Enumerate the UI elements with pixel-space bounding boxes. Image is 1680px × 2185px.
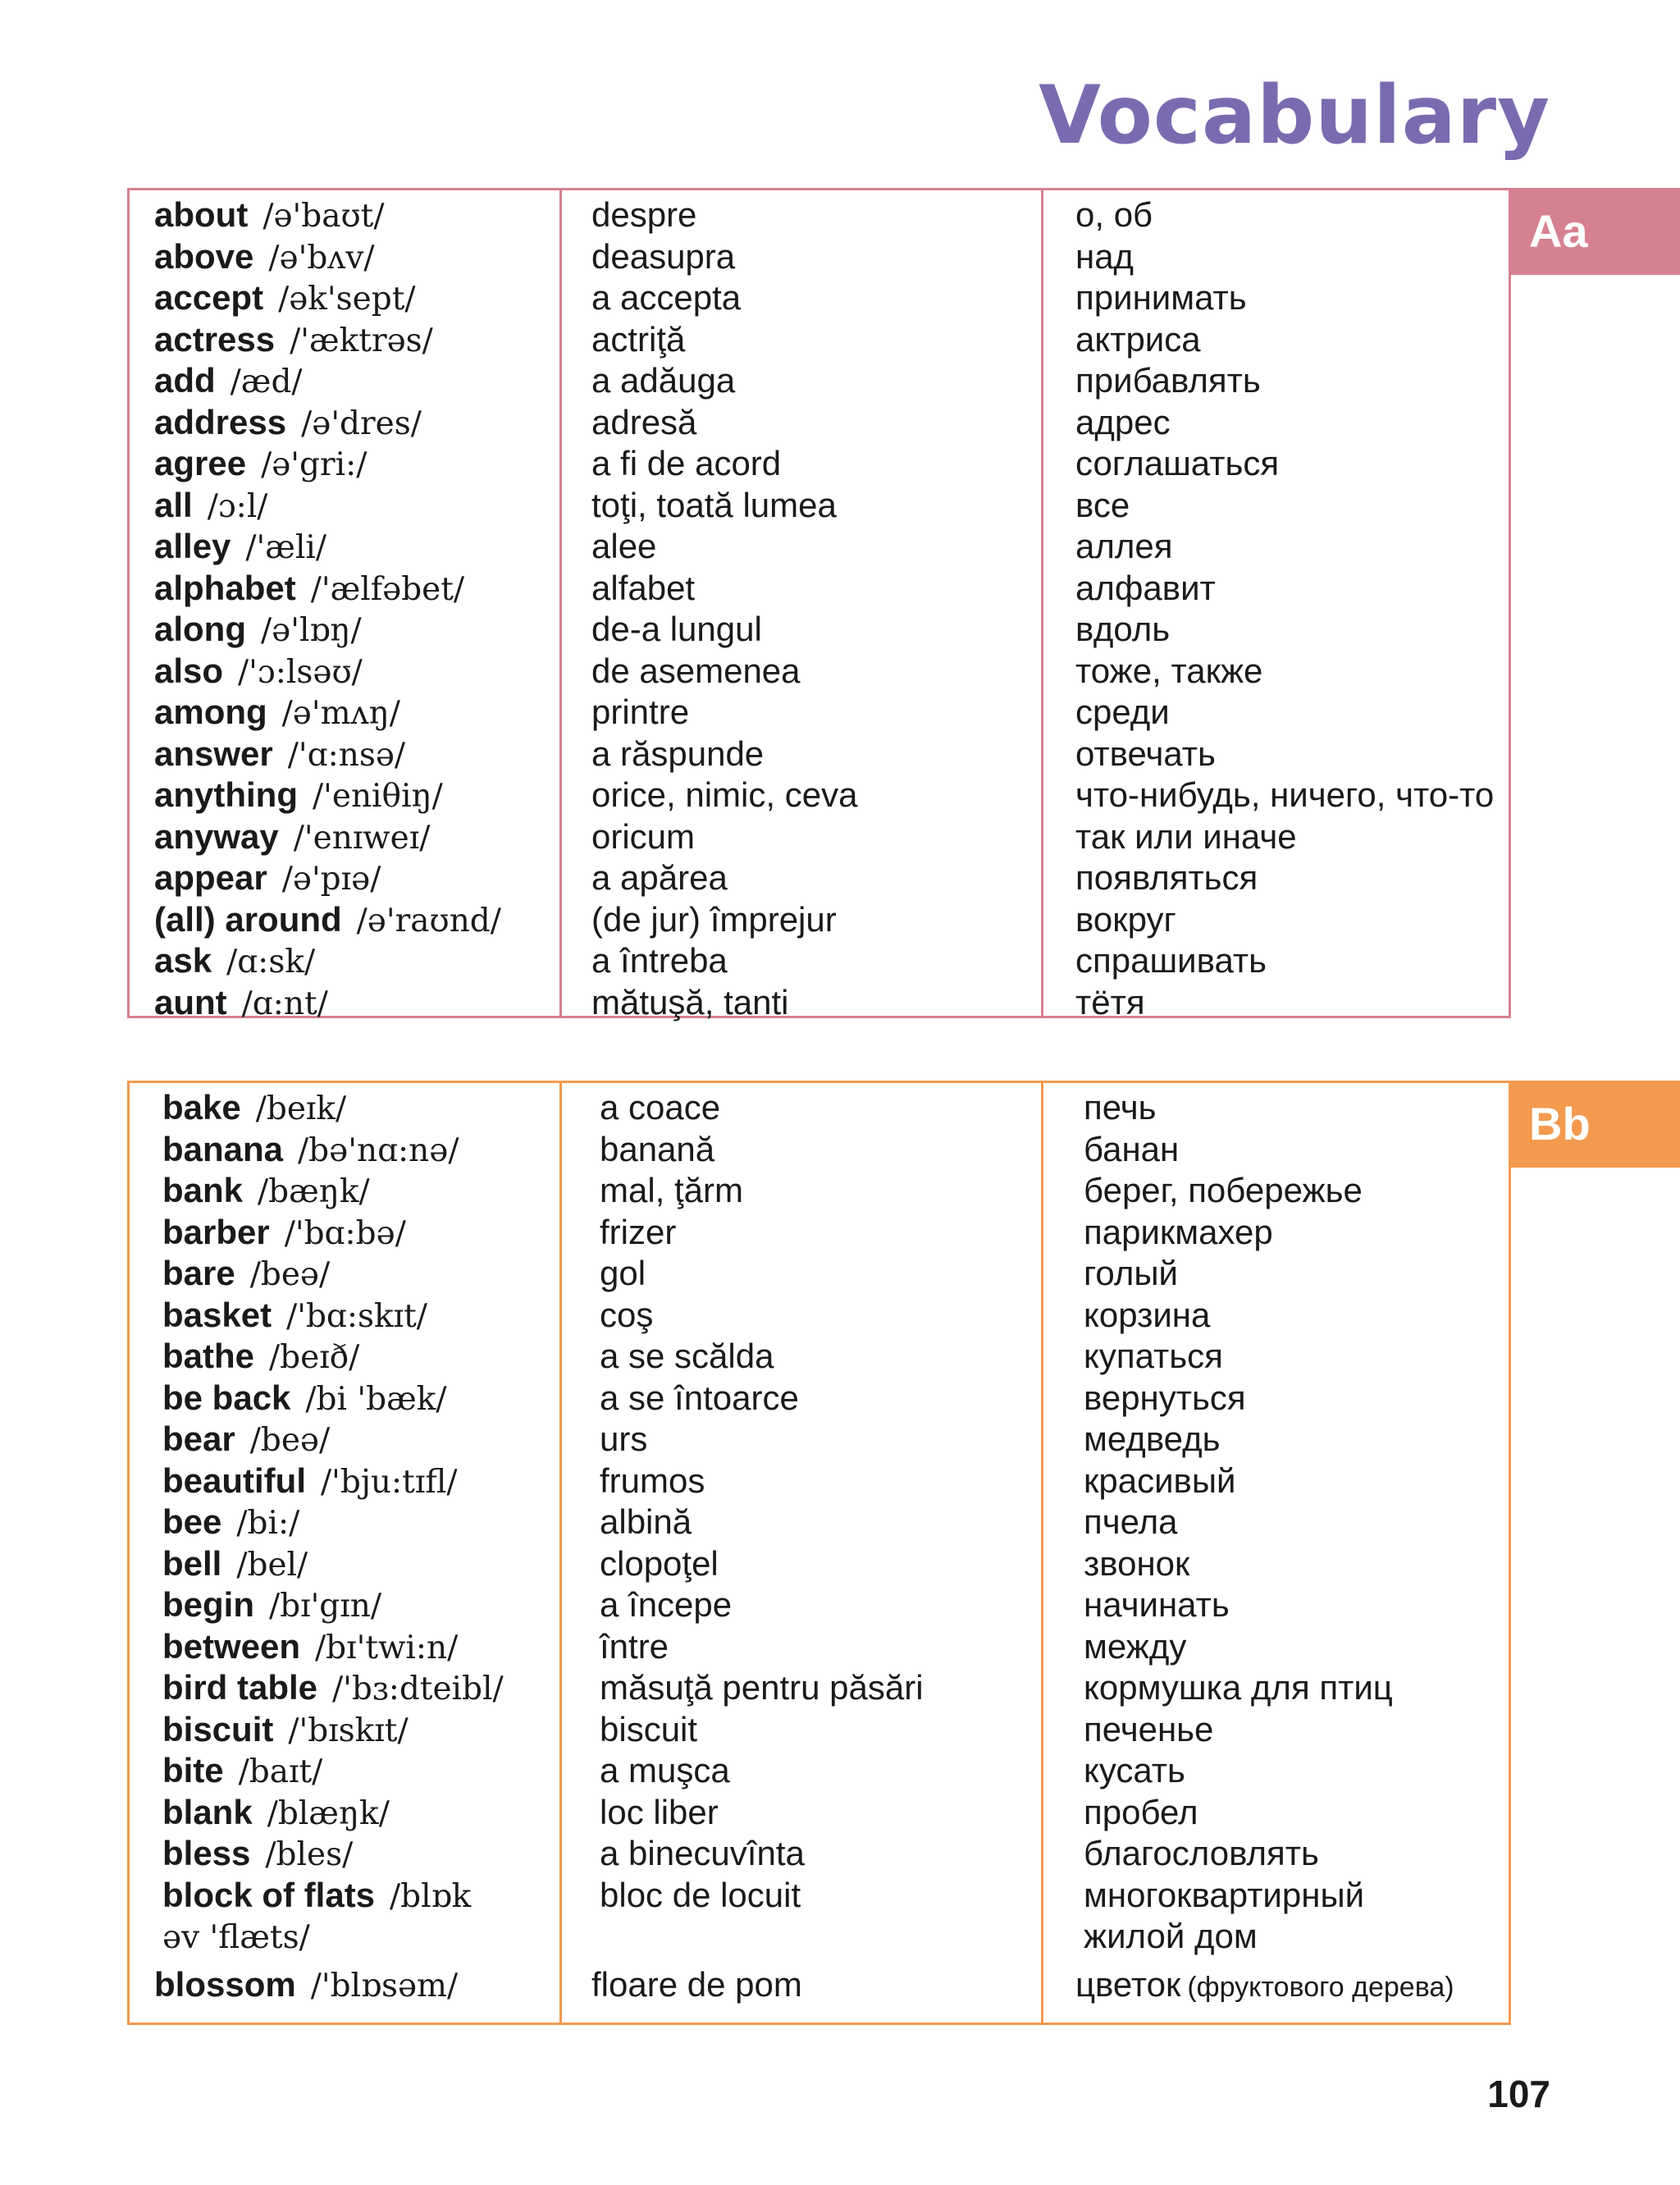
romanian-translation: a răspunde bbox=[591, 734, 765, 773]
phonetic-transcription: /ə'bʌv/ bbox=[268, 239, 375, 277]
romanian-translation: frizer bbox=[600, 1212, 677, 1251]
romanian-translation: mătuşă, tanti bbox=[591, 982, 789, 1022]
russian-cell bbox=[1084, 1335, 1223, 1377]
russian-cell bbox=[1075, 401, 1171, 443]
phonetic-transcription: /ə'pɪə/ bbox=[281, 861, 381, 898]
vocab-row bbox=[130, 691, 1509, 733]
vocab-row bbox=[130, 1252, 1509, 1294]
russian-cell bbox=[1084, 1294, 1210, 1336]
romanian-translation: toţi, toată lumea bbox=[591, 485, 837, 524]
russian-translation: звонок bbox=[1084, 1543, 1190, 1583]
english-cell bbox=[162, 1543, 308, 1586]
vocab-row bbox=[130, 1418, 1509, 1460]
english-word: along bbox=[154, 610, 246, 648]
romanian-translation: actriţă bbox=[591, 319, 686, 359]
russian-cell bbox=[1075, 567, 1216, 609]
phonetic-transcription: /ə'raʊnd/ bbox=[356, 902, 501, 939]
phonetic-transcription: /'enɪweɪ/ bbox=[293, 819, 431, 857]
english-word: actress bbox=[154, 319, 276, 359]
english-word: anyway bbox=[154, 816, 279, 856]
russian-translation: тоже, также bbox=[1075, 651, 1263, 690]
russian-translation: отвечать bbox=[1075, 734, 1216, 773]
english-cell bbox=[154, 318, 433, 362]
phonetic-transcription: /æd/ bbox=[230, 363, 303, 400]
english-word: bear bbox=[162, 1419, 235, 1458]
vocab-row bbox=[130, 318, 1509, 360]
english-cell bbox=[154, 401, 422, 445]
romanian-translation: floare de pom bbox=[591, 1964, 802, 2004]
russian-translation: появляться bbox=[1075, 858, 1258, 897]
english-word: bathe bbox=[162, 1337, 255, 1375]
english-word: be back bbox=[162, 1378, 291, 1417]
russian-cell bbox=[1084, 1501, 1177, 1543]
english-word: between bbox=[162, 1626, 301, 1666]
russian-translation: так или иначе bbox=[1075, 816, 1297, 856]
russian-translation: корзина bbox=[1084, 1295, 1211, 1334]
romanian-translation: măsuţă pentru păsări bbox=[600, 1668, 924, 1707]
phonetic-transcription: /ɑ:nt/ bbox=[241, 985, 328, 1022]
russian-translation: все bbox=[1075, 485, 1130, 524]
page-number: 107 bbox=[1487, 2073, 1550, 2115]
russian-cell bbox=[1075, 816, 1297, 857]
russian-translation: спрашивать bbox=[1075, 941, 1267, 980]
russian-translation: о, об bbox=[1075, 195, 1153, 234]
russian-cell bbox=[1075, 981, 1145, 1023]
russian-cell bbox=[1075, 691, 1170, 733]
romanian-translation: frumos bbox=[600, 1460, 705, 1500]
phonetic-transcription: /bi:/ bbox=[236, 1505, 300, 1542]
english-word: biscuit bbox=[162, 1709, 274, 1748]
vocab-row bbox=[130, 857, 1509, 898]
romanian-translation: a binecuvînta bbox=[600, 1834, 805, 1872]
russian-translation: купаться bbox=[1084, 1337, 1223, 1375]
english-word: bee bbox=[162, 1502, 222, 1541]
vocab-row bbox=[130, 1294, 1509, 1336]
english-word: bite bbox=[162, 1751, 224, 1790]
romanian-translation: a adăuga bbox=[591, 361, 736, 400]
phonetic-transcription: /beə/ bbox=[249, 1256, 331, 1293]
russian-cell bbox=[1075, 277, 1247, 318]
romanian-translation: biscuit bbox=[600, 1709, 698, 1748]
romanian-translation: printre bbox=[591, 693, 690, 731]
russian-cell bbox=[1084, 1418, 1220, 1460]
vocab-row bbox=[130, 567, 1509, 609]
russian-translation: кусать bbox=[1084, 1751, 1185, 1790]
english-word: block of flats bbox=[162, 1875, 376, 1914]
romanian-translation: albină bbox=[600, 1502, 692, 1541]
english-cell bbox=[162, 1418, 330, 1461]
english-cell bbox=[162, 1169, 370, 1213]
russian-cell bbox=[1075, 359, 1261, 401]
vocab-row bbox=[130, 608, 1509, 650]
english-word: blossom bbox=[154, 1964, 296, 2004]
vocab-row bbox=[130, 1128, 1509, 1170]
english-cell bbox=[162, 1252, 330, 1296]
vocab-row bbox=[130, 1377, 1509, 1419]
vocab-row bbox=[130, 1874, 1509, 1916]
vocab-row bbox=[130, 235, 1509, 277]
english-word: begin bbox=[162, 1585, 254, 1624]
english-cell bbox=[154, 650, 363, 693]
romanian-translation: bloc de locuit bbox=[600, 1875, 801, 1914]
romanian-translation: alee bbox=[591, 527, 657, 565]
russian-cell bbox=[1084, 1708, 1213, 1750]
english-word: aunt bbox=[154, 982, 227, 1022]
english-cell bbox=[162, 1128, 459, 1172]
english-cell bbox=[154, 484, 267, 528]
russian-cell bbox=[1075, 650, 1262, 692]
vocab-row bbox=[130, 442, 1509, 484]
english-word: also bbox=[154, 651, 224, 690]
vocab-row bbox=[130, 1543, 1509, 1584]
english-cell bbox=[154, 567, 464, 610]
english-cell bbox=[154, 1963, 458, 2007]
russian-translation: парикмахер bbox=[1084, 1212, 1273, 1251]
english-cell bbox=[154, 816, 430, 859]
english-cell bbox=[162, 1335, 359, 1378]
english-word: anything bbox=[154, 775, 298, 814]
english-word: alphabet bbox=[154, 568, 296, 607]
vocab-row bbox=[130, 525, 1509, 567]
russian-cell bbox=[1075, 857, 1258, 898]
romanian-translation: a se scălda bbox=[600, 1337, 774, 1375]
vocab-row bbox=[130, 816, 1509, 857]
vocab-row bbox=[130, 194, 1509, 235]
english-word: barber bbox=[162, 1212, 270, 1251]
english-cell bbox=[154, 857, 381, 900]
phonetic-transcription: /'ælfəbet/ bbox=[310, 570, 465, 608]
russian-translation: среди bbox=[1075, 693, 1170, 731]
russian-cell bbox=[1084, 1832, 1319, 1874]
phonetic-transcription: /ə'baʊt/ bbox=[262, 198, 385, 235]
english-word: above bbox=[154, 236, 254, 276]
vocab-row bbox=[130, 1791, 1509, 1833]
phonetic-transcription: /ɑ:sk/ bbox=[226, 944, 316, 981]
vocab-row bbox=[130, 484, 1509, 526]
russian-translation: голый bbox=[1084, 1254, 1178, 1292]
english-word: about bbox=[154, 195, 249, 234]
romanian-translation: a apărea bbox=[591, 858, 728, 897]
romanian-translation: orice, nimic, ceva bbox=[591, 775, 858, 814]
romanian-translation: loc liber bbox=[600, 1792, 719, 1831]
russian-cell bbox=[1084, 1211, 1273, 1253]
english-word: answer bbox=[154, 734, 273, 773]
english-cell bbox=[154, 608, 362, 651]
romanian-translation: despre bbox=[591, 195, 697, 234]
romanian-translation: clopoţel bbox=[600, 1543, 719, 1583]
russian-translation: вернуться bbox=[1084, 1378, 1246, 1417]
english-cell bbox=[154, 359, 303, 403]
russian-cell bbox=[1075, 318, 1201, 360]
russian-translation: банан bbox=[1084, 1129, 1180, 1168]
english-cell bbox=[154, 525, 326, 569]
english-word: beautiful bbox=[162, 1460, 306, 1500]
english-cell bbox=[162, 1874, 471, 1918]
russian-cell bbox=[1084, 1169, 1363, 1211]
phonetic-transcription: /blɒk bbox=[390, 1877, 472, 1915]
english-cell bbox=[154, 939, 315, 983]
english-cell bbox=[162, 1211, 406, 1255]
phonetic-transcription: /'æli/ bbox=[245, 529, 327, 566]
russian-cell bbox=[1084, 1666, 1393, 1708]
english-cell bbox=[162, 1377, 447, 1420]
phonetic-transcription: /'bɑ:bə/ bbox=[284, 1214, 406, 1252]
english-word: bare bbox=[162, 1254, 235, 1292]
phonetic-transcription: /'bɪskɪt/ bbox=[288, 1712, 409, 1749]
russian-translation: адрес bbox=[1075, 402, 1171, 441]
english-word: accept bbox=[154, 278, 264, 317]
english-cell bbox=[154, 691, 400, 734]
romanian-translation: între bbox=[600, 1626, 669, 1666]
phonetic-transcription: /ə'dres/ bbox=[301, 405, 422, 442]
romanian-translation: banană bbox=[600, 1129, 715, 1168]
phonetic-transcription: /'bɜ:dteibl/ bbox=[332, 1671, 504, 1707]
romanian-translation: a întreba bbox=[591, 941, 728, 980]
russian-translation: актриса bbox=[1075, 319, 1201, 359]
russian-cell bbox=[1084, 1791, 1198, 1833]
vocab-row bbox=[130, 1625, 1509, 1667]
vocab-row bbox=[130, 1963, 1509, 2005]
english-word: (all) around bbox=[154, 899, 342, 939]
romanian-translation: a accepta bbox=[591, 278, 742, 317]
russian-cell bbox=[1075, 733, 1216, 775]
russian-cell bbox=[1084, 1128, 1179, 1170]
english-cell bbox=[162, 1666, 504, 1710]
phonetic-transcription: /beɪk/ bbox=[255, 1090, 347, 1127]
russian-cell bbox=[1084, 1915, 1258, 1957]
russian-translation: над bbox=[1075, 236, 1134, 276]
russian-translation: красивый bbox=[1084, 1460, 1236, 1500]
russian-translation: жилой дом bbox=[1084, 1917, 1258, 1955]
russian-translation: медведь bbox=[1084, 1419, 1221, 1458]
english-word: bake bbox=[162, 1088, 241, 1127]
english-cell bbox=[154, 774, 443, 817]
phonetic-transcription: /'bju:tɪfl/ bbox=[321, 1463, 458, 1501]
english-cell bbox=[162, 1791, 390, 1835]
phonetic-transcription: /beə/ bbox=[249, 1422, 331, 1459]
romanian-translation: urs bbox=[600, 1419, 648, 1458]
vocab-row bbox=[130, 1666, 1509, 1708]
phonetic-transcription: /blæŋk/ bbox=[267, 1794, 390, 1832]
vocab-row bbox=[130, 1335, 1509, 1377]
english-cell bbox=[154, 898, 501, 942]
english-cell bbox=[154, 194, 384, 237]
russian-translation: печенье bbox=[1084, 1709, 1214, 1748]
vocab-row bbox=[130, 939, 1509, 981]
english-cell bbox=[162, 1749, 322, 1793]
phonetic-transcription: /bɪ'gɪn/ bbox=[269, 1588, 381, 1625]
romanian-translation: a fi de acord bbox=[591, 444, 782, 482]
russian-translation: пробел bbox=[1084, 1792, 1198, 1831]
vocab-row bbox=[130, 1708, 1509, 1750]
vocab-row bbox=[130, 774, 1509, 816]
vocab-row bbox=[130, 1832, 1509, 1874]
russian-translation: берег, побережье bbox=[1084, 1171, 1363, 1209]
english-word: banana bbox=[162, 1129, 284, 1168]
english-word: among bbox=[154, 693, 267, 731]
romanian-translation: oricum bbox=[591, 816, 696, 856]
russian-cell bbox=[1084, 1625, 1186, 1667]
phonetic-transcription: /ə'lɒŋ/ bbox=[261, 612, 362, 649]
phonetic-transcription: /'eniθiŋ/ bbox=[313, 778, 443, 815]
russian-translation: аллея bbox=[1075, 527, 1173, 565]
romanian-translation: coş bbox=[600, 1295, 654, 1334]
russian-cell bbox=[1084, 1377, 1246, 1419]
english-word: bank bbox=[162, 1171, 244, 1209]
romanian-translation: alfabet bbox=[591, 568, 696, 607]
phonetic-transcription: /bɪ'twi:n/ bbox=[315, 1629, 459, 1666]
russian-cell bbox=[1075, 484, 1130, 526]
russian-translation: начинать bbox=[1084, 1585, 1230, 1624]
english-cell bbox=[162, 1915, 310, 1959]
english-word: address bbox=[154, 402, 287, 441]
english-cell bbox=[154, 442, 367, 486]
english-cell bbox=[162, 1708, 409, 1752]
vocab-row bbox=[130, 981, 1509, 1023]
english-cell bbox=[154, 235, 375, 279]
english-word: bell bbox=[162, 1543, 222, 1583]
english-word: basket bbox=[162, 1295, 272, 1334]
phonetic-transcription: /ɔ:l/ bbox=[207, 487, 268, 525]
english-cell bbox=[154, 981, 328, 1025]
phonetic-transcription: /'ɔ:lsəʊ/ bbox=[238, 653, 363, 691]
phonetic-transcription: /'ɑ:nsə/ bbox=[287, 736, 406, 774]
russian-cell bbox=[1084, 1086, 1156, 1128]
english-cell bbox=[154, 733, 405, 776]
phonetic-transcription: /'blɒsəm/ bbox=[310, 1967, 459, 2004]
russian-translation: многоквартирный bbox=[1084, 1875, 1365, 1914]
english-cell bbox=[162, 1460, 457, 1503]
english-word: add bbox=[154, 361, 216, 400]
russian-cell bbox=[1084, 1874, 1364, 1916]
phonetic-transcription: /beɪð/ bbox=[269, 1339, 360, 1376]
vocab-row bbox=[130, 277, 1509, 318]
phonetic-transcription: /bə'nɑ:nə/ bbox=[298, 1131, 459, 1169]
russian-translation: пчела bbox=[1084, 1502, 1178, 1541]
vocab-row bbox=[130, 1460, 1509, 1502]
english-cell bbox=[162, 1625, 458, 1669]
english-word: blank bbox=[162, 1792, 253, 1831]
romanian-translation: a se întoarce bbox=[600, 1378, 799, 1417]
russian-cell bbox=[1075, 442, 1279, 484]
english-cell bbox=[162, 1584, 381, 1627]
vocab-row bbox=[130, 1086, 1509, 1128]
vocab-row bbox=[130, 1915, 1509, 1957]
romanian-translation: mal, ţărm bbox=[600, 1171, 744, 1209]
phonetic-transcription: /ə'mʌŋ/ bbox=[281, 695, 400, 732]
english-word: alley bbox=[154, 527, 231, 565]
russian-translation: соглашаться bbox=[1075, 444, 1280, 482]
phonetic-transcription: /ə'gri:/ bbox=[261, 446, 368, 483]
phonetic-transcription: /ək'sept/ bbox=[278, 281, 416, 318]
phonetic-transcription: /bi 'bæk/ bbox=[305, 1380, 447, 1418]
russian-note: (фруктового дерева) bbox=[1187, 1971, 1454, 2003]
russian-cell bbox=[1075, 194, 1153, 235]
romanian-translation: gol bbox=[600, 1254, 646, 1292]
english-word: appear bbox=[154, 858, 267, 897]
english-cell bbox=[162, 1294, 427, 1337]
page-title: Vocabulary bbox=[1039, 69, 1550, 162]
russian-translation: вокруг bbox=[1075, 899, 1176, 939]
russian-cell bbox=[1075, 525, 1172, 567]
english-word: all bbox=[154, 485, 193, 524]
vocab-row bbox=[130, 733, 1509, 775]
romanian-translation: de-a lungul bbox=[591, 610, 762, 648]
phonetic-transcription: /baɪt/ bbox=[238, 1753, 323, 1790]
english-word: ask bbox=[154, 941, 212, 980]
russian-translation: благословлять bbox=[1084, 1834, 1319, 1872]
english-word: bless bbox=[162, 1834, 251, 1872]
vocab-table-a bbox=[127, 188, 1511, 1022]
vocab-row bbox=[130, 401, 1509, 443]
russian-cell bbox=[1084, 1543, 1189, 1584]
russian-cell bbox=[1084, 1460, 1236, 1502]
romanian-translation: a începe bbox=[600, 1585, 733, 1624]
russian-translation: кормушка для птиц bbox=[1084, 1668, 1393, 1707]
phonetic-transcription: /bæŋk/ bbox=[258, 1173, 370, 1210]
vocab-row bbox=[130, 1211, 1509, 1253]
russian-translation: алфавит bbox=[1075, 568, 1216, 607]
russian-translation: тётя bbox=[1075, 982, 1145, 1022]
vocab-row bbox=[130, 359, 1509, 401]
phonetic-transcription: /'æktrəs/ bbox=[290, 322, 433, 359]
romanian-translation: (de jur) împrejur bbox=[591, 899, 837, 939]
vocab-row bbox=[130, 650, 1509, 692]
russian-translation: принимать bbox=[1075, 278, 1247, 317]
russian-translation: печь bbox=[1084, 1088, 1157, 1127]
russian-cell bbox=[1075, 1963, 1454, 2009]
russian-translation: прибавлять bbox=[1075, 361, 1261, 400]
russian-translation: цветок bbox=[1075, 1964, 1181, 2004]
english-cell bbox=[162, 1501, 299, 1544]
english-word: agree bbox=[154, 444, 247, 482]
russian-cell bbox=[1084, 1252, 1178, 1294]
russian-cell bbox=[1084, 1749, 1185, 1791]
russian-cell bbox=[1084, 1584, 1230, 1625]
russian-cell bbox=[1075, 608, 1170, 650]
phonetic-transcription: /'bɑ:skɪt/ bbox=[286, 1297, 427, 1335]
vocab-row bbox=[130, 1169, 1509, 1211]
english-cell bbox=[162, 1832, 353, 1876]
russian-translation: между bbox=[1084, 1626, 1187, 1666]
romanian-translation: adresă bbox=[591, 402, 697, 441]
romanian-translation: a coace bbox=[600, 1088, 721, 1127]
english-cell bbox=[154, 277, 416, 320]
vocab-table-b bbox=[127, 1081, 1511, 2025]
romanian-translation: de asemenea bbox=[591, 651, 801, 690]
russian-cell bbox=[1075, 774, 1494, 816]
romanian-translation: deasupra bbox=[591, 236, 736, 276]
vocab-row bbox=[130, 898, 1509, 940]
russian-cell bbox=[1075, 898, 1176, 940]
russian-cell bbox=[1075, 939, 1267, 981]
romanian-translation: a muşca bbox=[600, 1751, 730, 1790]
vocab-row bbox=[130, 1749, 1509, 1791]
russian-cell bbox=[1075, 235, 1134, 277]
russian-translation: вдоль bbox=[1075, 610, 1171, 648]
russian-translation: что-нибудь, ничего, что-то bbox=[1075, 775, 1495, 814]
section-tab-a: Aa bbox=[1511, 188, 1680, 275]
section-tab-b: Bb bbox=[1511, 1081, 1680, 1168]
english-cell bbox=[162, 1086, 346, 1130]
phonetic-transcription: /bles/ bbox=[265, 1836, 354, 1873]
phonetic-transcription: əv 'flæts/ bbox=[162, 1919, 310, 1956]
vocab-row bbox=[130, 1501, 1509, 1543]
phonetic-transcription: /bel/ bbox=[236, 1546, 308, 1584]
english-word: bird table bbox=[162, 1668, 318, 1707]
vocab-row bbox=[130, 1584, 1509, 1625]
